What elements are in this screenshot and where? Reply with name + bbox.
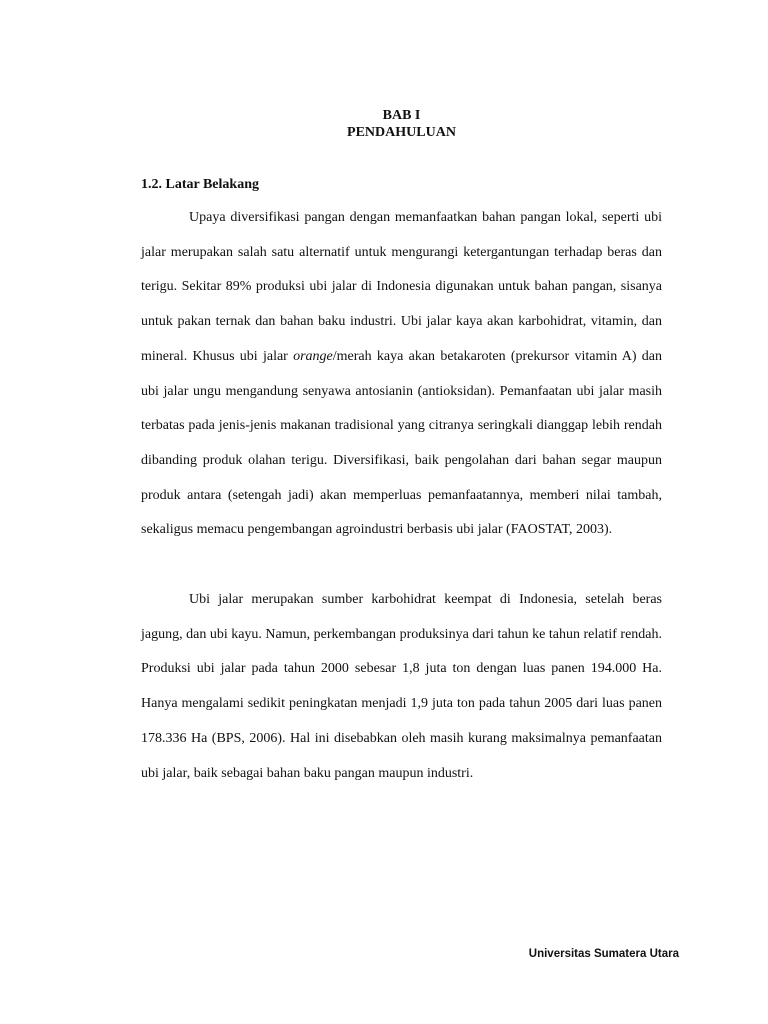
paragraph-1-text-start: Upaya diversifikasi pangan dengan memanfaatkan bahan pangan lokal, seperti ubi jalar merupakan salah satu alternatif untuk mengurangi ketergantungan terhadap beras dan terigu. Sekitar 89% produksi ubi jalar di Indonesia digunakan untuk bahan pangan, sisanya untuk pakan ternak dan bahan baku industri. Ubi jalar kaya akan karbohidrat, vitamin, dan mineral. Khusus ubi jalar: [141, 210, 662, 364]
paragraph-1: [141, 201, 662, 548]
italic-term-orange: orange: [293, 348, 333, 364]
footer-institution: Universitas Sumatera Utara: [528, 948, 679, 960]
paragraph-2: Ubi jalar merupakan sumber karbohidrat keempat di Indonesia, setelah beras jagung, dan ubi kayu. Namun, perkembangan produksinya dari tahun ke tahun relatif rendah. Produksi ubi jalar pada tahun 2000 sebesar 1,8 juta ton dengan luas panen 194.000 Ha. Hanya mengalami sedikit peningkatan menjadi 1,9 juta ton pada tahun 2005 dari luas panen 178.336 Ha (BPS, 2006). Hal ini disebabkan oleh masih kurang maksimalnya pemanfaatan ubi jalar, baik sebagai bahan baku pangan maupun industri.: [141, 592, 662, 781]
section-heading: 1.2. Latar Belakang: [141, 177, 259, 192]
chapter-number: BAB I: [382, 108, 421, 123]
paragraph-1-text-end: /merah kaya akan betakaroten (prekursor vitamin A) dan ubi jalar ungu mengandung senyawa antosianin (antioksidan). Pemanfaatan ubi jalar masih terbatas pada jenis-jenis makanan tradisional yang citranya seringkali dianggap lebih rendah dibanding produk olahan terigu. Diversifikasi, baik pengolahan dari bahan segar maupun produk antara (setengah jadi) akan memperluas pemanfaatannya, memberi nilai tambah, sekaligus memacu pengembangan agroindustri berbasis ubi jalar (FAOSTAT, 2003).: [141, 348, 662, 538]
chapter-title: PENDAHULUAN: [347, 125, 456, 140]
